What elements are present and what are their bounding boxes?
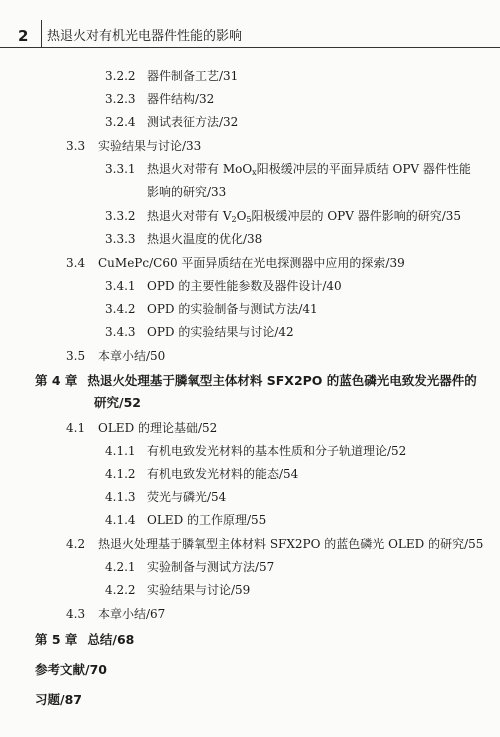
toc-title: 实验结果与讨论/33 (98, 139, 202, 153)
toc-entry-4-2-2[interactable] (105, 582, 250, 598)
toc-entry-4-2-1[interactable] (105, 559, 274, 575)
toc-title: 热退火处理基于膦氧型主体材料 SFX2PO 的蓝色磷光 OLED 的研究/55 (98, 537, 484, 551)
toc-number: 3.2.4 (105, 115, 136, 129)
toc-title: 热退火温度的优化/38 (147, 232, 263, 246)
chapter-title: 热退火处理基于膦氧型主体材料 SFX2PO 的蓝色磷光电致发光器件的 (87, 373, 477, 388)
toc-title: 测试表征方法/32 (147, 115, 239, 129)
toc-number: 4.1.3 (105, 490, 136, 504)
toc-entry-3-5[interactable] (66, 348, 165, 364)
toc-title: OLED 的工作原理/55 (147, 513, 267, 527)
toc-entry-3-3-1-cont: 影响的研究/33 (147, 185, 227, 199)
toc-references[interactable]: 参考文献/70 (35, 662, 107, 677)
toc-title: 有机电致发光材料的基本性质和分子轨道理论/52 (147, 444, 407, 458)
toc-entry-4-2[interactable] (66, 536, 483, 552)
toc-number: 3.3.2 (105, 209, 136, 223)
toc-entry-4-1-1[interactable] (105, 443, 406, 459)
toc-number: 3.3.1 (105, 162, 136, 176)
toc-chapter-4-cont: 研究/52 (94, 395, 141, 410)
page-header (0, 0, 500, 48)
chapter-title: 总结/68 (87, 632, 135, 647)
toc-entry-4-1[interactable] (66, 420, 217, 436)
toc-number: 3.3.3 (105, 232, 136, 246)
chapter-number: 第 4 章 (35, 373, 78, 388)
toc-entry-3-4-3[interactable] (105, 324, 294, 340)
toc-number: 4.2.1 (105, 560, 136, 574)
running-title: 热退火对有机光电器件性能的影响 (47, 29, 243, 44)
toc-number: 4.1.2 (105, 467, 136, 481)
toc-number: 3.5 (66, 349, 86, 363)
toc-entry-4-1-4[interactable] (105, 512, 266, 528)
header-rule (0, 47, 500, 48)
toc-entry-4-1-3[interactable] (105, 489, 226, 505)
toc-title: 器件制备工艺/31 (147, 69, 239, 83)
toc-entry-3-3[interactable] (66, 138, 201, 154)
toc-number: 4.1.4 (105, 513, 136, 527)
toc-title: 热退火对带有 $V_2O_5$阳极缓冲层的 OPV 器件影响的研究/35 (147, 209, 462, 224)
toc-entry-3-4-1[interactable] (105, 278, 342, 294)
toc-title: 器件结构/32 (147, 92, 215, 106)
toc-exercises[interactable]: 习题/87 (35, 692, 82, 707)
toc-title: 本章小结/67 (98, 607, 166, 621)
toc-title: 本章小结/50 (98, 349, 166, 363)
toc-number: 4.2 (66, 537, 86, 551)
toc-chapter-5[interactable] (35, 632, 134, 648)
toc-number: 3.4.1 (105, 279, 136, 293)
toc-title: 实验制备与测试方法/57 (147, 560, 275, 574)
toc-title: OLED 的理论基础/52 (98, 421, 218, 435)
toc-number: 4.1 (66, 421, 86, 435)
toc-title: 荧光与磷光/54 (147, 490, 227, 504)
toc-number: 3.2.3 (105, 92, 136, 106)
toc-entry-3-4-2[interactable] (105, 301, 318, 317)
toc-title: 有机电致发光材料的能态/54 (147, 467, 299, 481)
toc-number: 3.4 (66, 256, 86, 270)
toc-entry-3-2-2[interactable] (105, 68, 238, 84)
toc-number: 4.3 (66, 607, 86, 621)
toc-number: 4.1.1 (105, 444, 136, 458)
toc-entry-3-2-4[interactable] (105, 114, 238, 130)
toc-entry-4-1-2[interactable] (105, 466, 298, 482)
toc-entry-3-3-2[interactable] (105, 208, 461, 228)
toc-title: 实验结果与讨论/59 (147, 583, 251, 597)
toc-entry-3-4[interactable] (66, 255, 405, 271)
toc-chapter-4[interactable] (35, 373, 477, 389)
toc-number: 3.4.2 (105, 302, 136, 316)
toc-title: CuMePc/C60 平面异质结在光电探测器中应用的探索/39 (98, 256, 405, 270)
toc-title: OPD 的实验结果与讨论/42 (147, 325, 294, 339)
page-number: 2 (18, 27, 29, 45)
toc-entry-4-3[interactable] (66, 606, 165, 622)
toc-number: 4.2.2 (105, 583, 136, 597)
toc-entry-3-2-3[interactable] (105, 91, 214, 107)
toc-number: 3.4.3 (105, 325, 136, 339)
chapter-number: 第 5 章 (35, 632, 78, 647)
toc-number: 3.3 (66, 139, 86, 153)
header-divider (41, 20, 42, 48)
toc-title: 热退火对带有 MoO$_x$阳极缓冲层的平面异质结 OPV 器件性能 (147, 162, 471, 177)
toc-entry-3-3-1[interactable] (105, 161, 471, 181)
toc-title: OPD 的主要性能参数及器件设计/40 (147, 279, 342, 293)
toc-title: OPD 的实验制备与测试方法/41 (147, 302, 318, 316)
toc-number: 3.2.2 (105, 69, 136, 83)
toc-entry-3-3-3[interactable] (105, 231, 262, 247)
